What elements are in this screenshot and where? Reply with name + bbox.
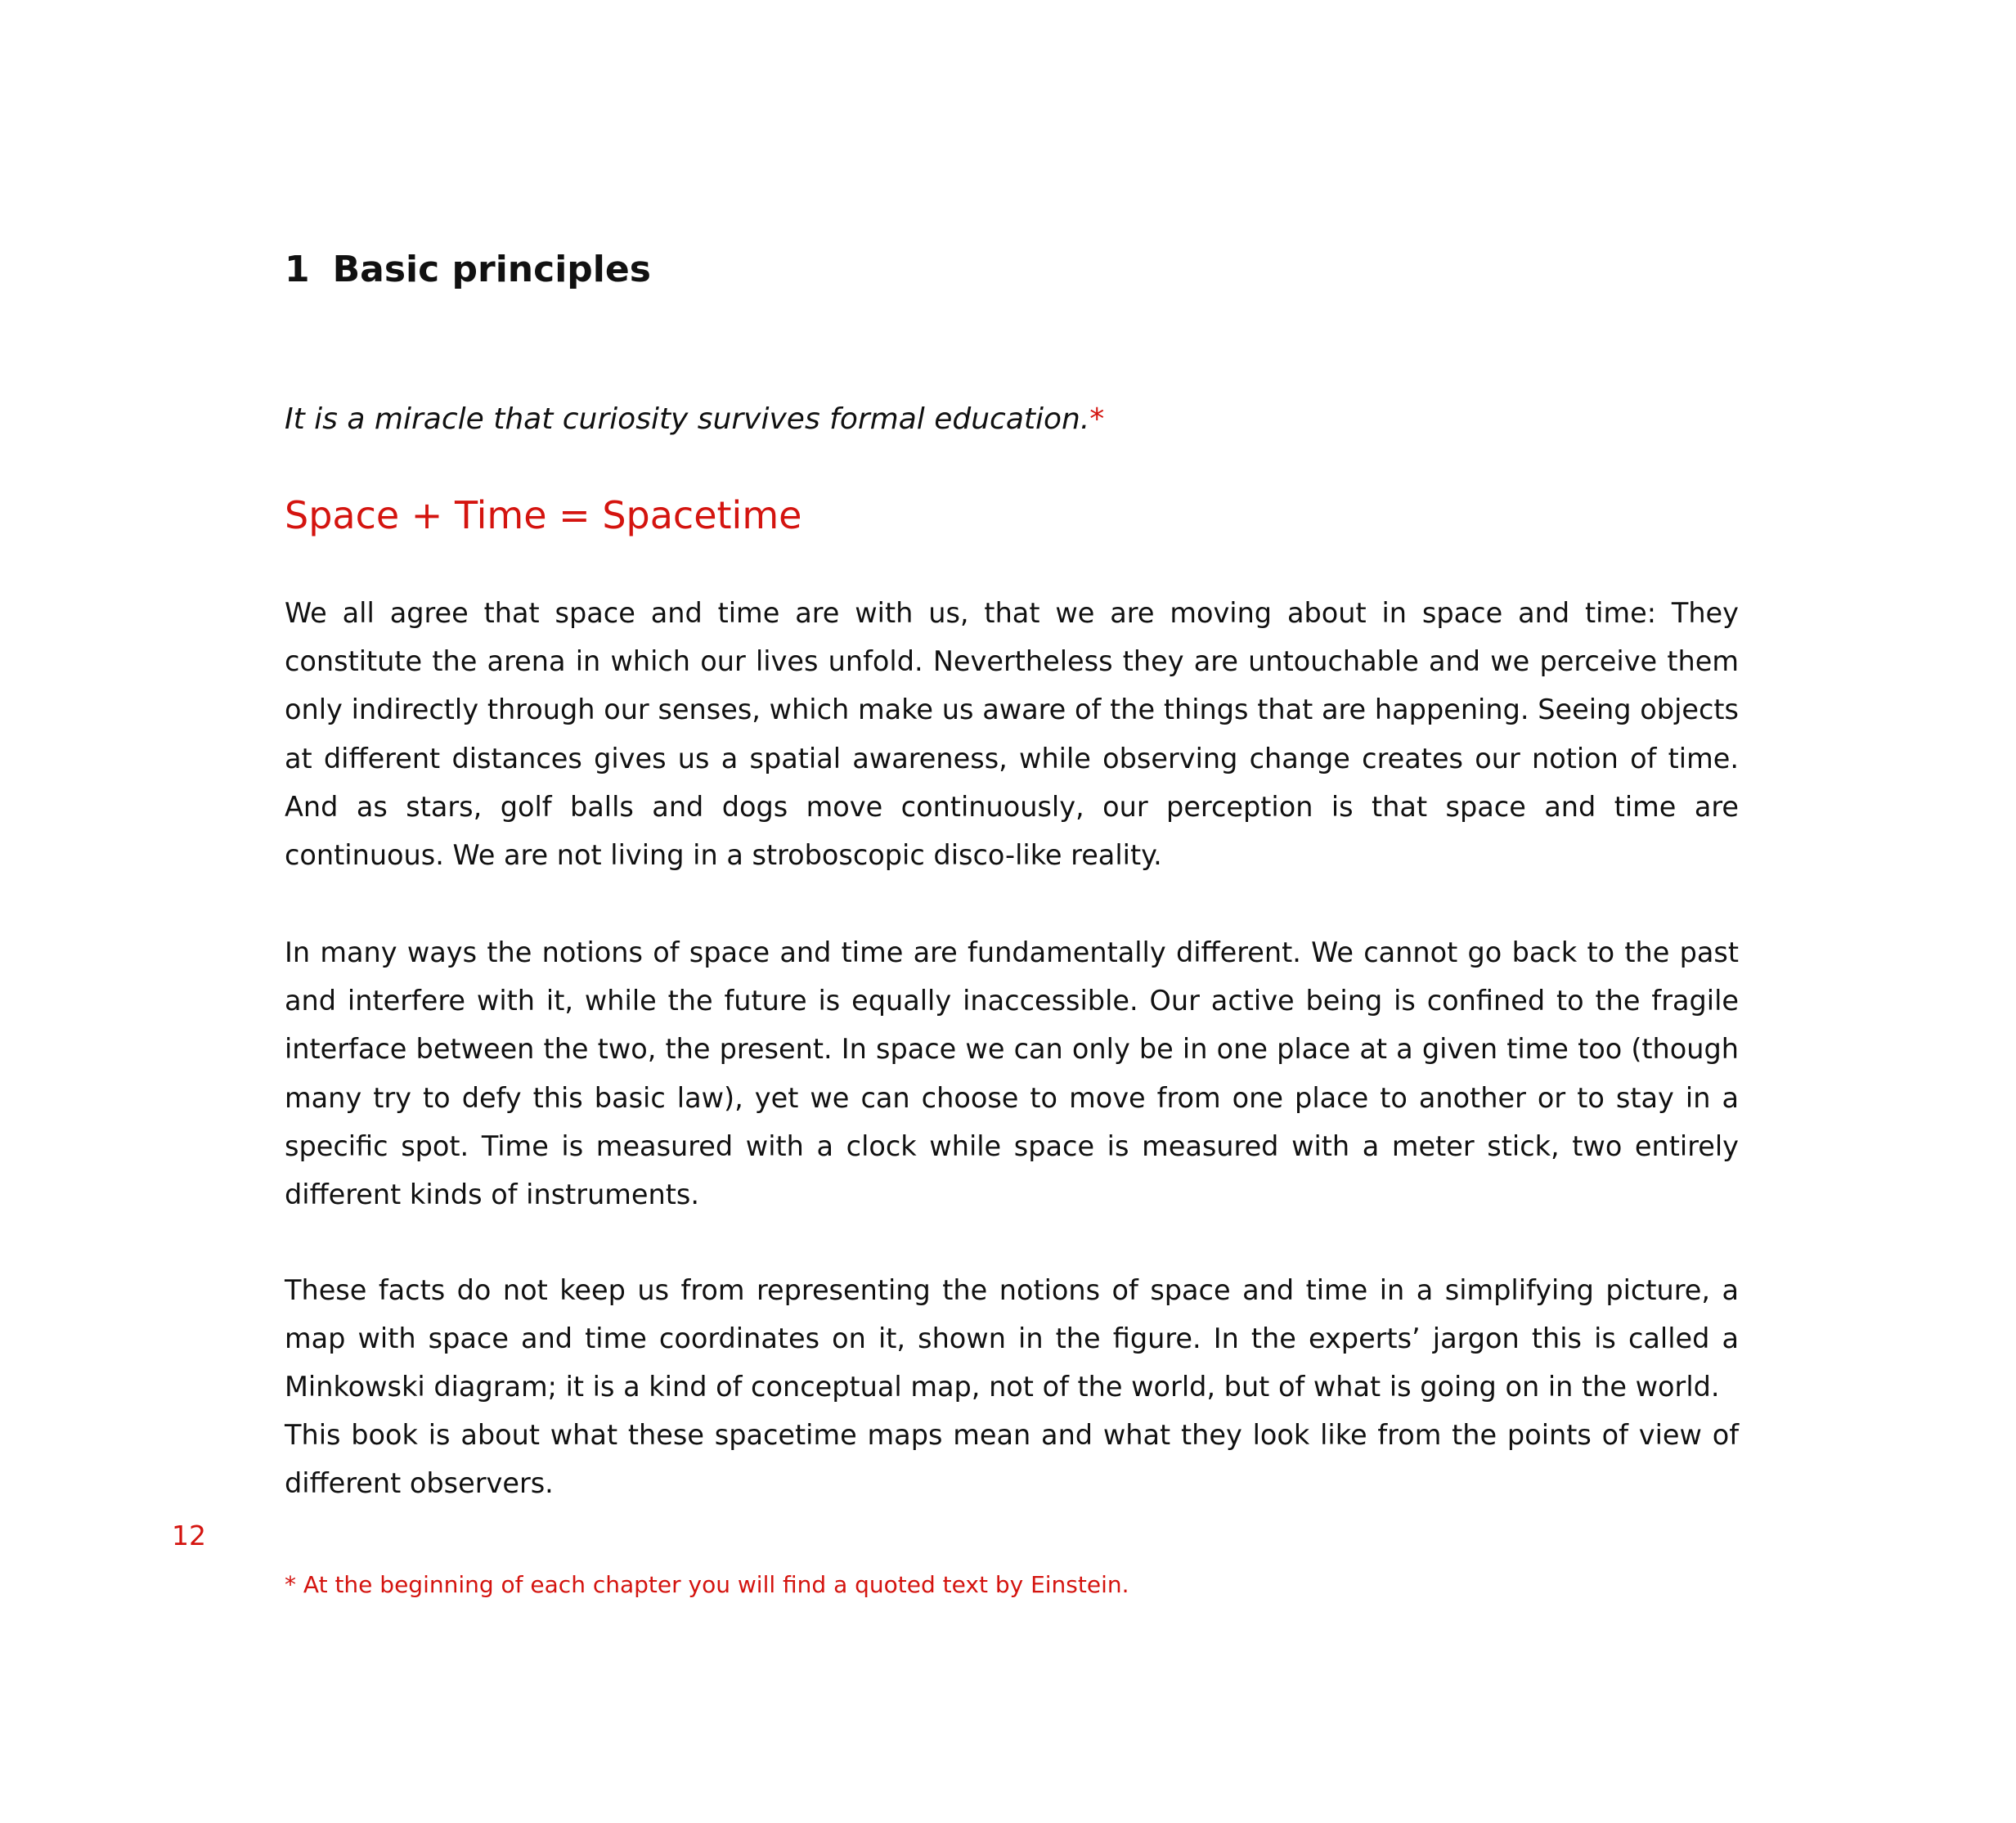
chapter-title [285, 245, 651, 294]
footnote: * At the beginning of each chapter you will find a quoted text by Einstein. [285, 1571, 1129, 1598]
paragraph-3: These facts do not keep us from representing the notions of space and time in a simplifying picture, a map with space and time coordinates on it, shown in the figure. In the experts’ jargon this is called a Minkowski diagram; it is a kind of conceptual map, not of the world, but of what is going on in the world. [285, 1274, 1739, 1403]
page-number: 12 [172, 1520, 206, 1551]
paragraph-1: We all agree that space and time are with us, that we are moving about in space and time: They constitute the arena in which our lives unfold. Nevertheless they are untouchable and we perceive them only indirectly through our senses, which make us aware of the things that are happening. Seeing objects at different distances gives us a spatial awareness, while observing change creates our notion of time. And as stars, golf balls and dogs move continuously, our perception is that space and time are continuous. We are not living in a stroboscopic disco-like reality. [285, 597, 1739, 872]
paragraph-2: In many ways the notions of space and time are fundamentally different. We cannot go back to the past and interfere with it, while the future is equally inaccessible. Our active being is confined to the fragile interface between the two, the present. In space we can only be in one place at a given time too (though many try to defy this basic law), yet we can choose to move from one place to another or to stay in a specific spot. Time is measured with a clock while space is measured with a meter stick, two entirely different kinds of instruments. [285, 936, 1739, 1211]
chapter-title-text: Basic principles [332, 249, 651, 290]
epigraph-text: It is a miracle that curiosity survives formal education. [285, 402, 1090, 436]
epigraph-quote [285, 401, 1104, 438]
chapter-number: 1 [285, 249, 310, 290]
section-heading: Space + Time = Spacetime [285, 493, 802, 537]
footnote-marker: * [1089, 402, 1105, 436]
paragraph-4: This book is about what these spacetime maps mean and what they look like from the points of view of different observers. [285, 1419, 1739, 1500]
